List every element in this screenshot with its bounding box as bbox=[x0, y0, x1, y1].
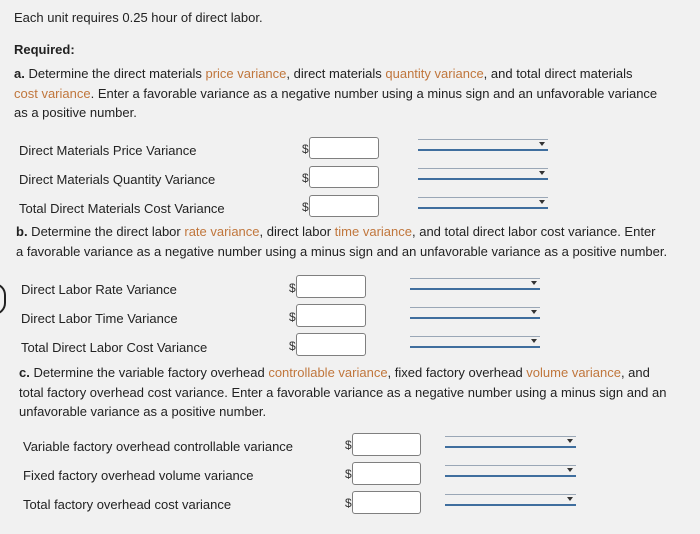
part-a-text: as a positive number. bbox=[14, 105, 137, 120]
part-b-text: , and total direct labor cost variance. Enter bbox=[411, 224, 656, 239]
vfo-controllable-variance-dropdown[interactable] bbox=[445, 436, 576, 448]
dl-rate-variance-label: Direct Labor Rate Variance bbox=[21, 282, 177, 297]
currency-symbol: $ bbox=[302, 142, 309, 156]
dm-price-variance-dropdown[interactable] bbox=[418, 139, 548, 151]
scroll-bracket-marker bbox=[0, 283, 6, 315]
dm-total-cost-variance-label: Total Direct Materials Cost Variance bbox=[19, 201, 225, 216]
part-a-instructions bbox=[14, 64, 690, 123]
ffo-volume-variance-dropdown[interactable] bbox=[445, 465, 576, 477]
dm-quantity-variance-input[interactable] bbox=[309, 166, 379, 188]
part-c-instructions bbox=[19, 363, 695, 422]
part-c-text: , and bbox=[620, 365, 650, 380]
part-b-marker: b. bbox=[16, 224, 28, 239]
rate-variance-link[interactable]: rate variance bbox=[184, 224, 260, 239]
part-c-text: , fixed factory overhead bbox=[387, 365, 527, 380]
dl-total-cost-variance-dropdown[interactable] bbox=[410, 336, 540, 348]
controllable-variance-link[interactable]: controllable variance bbox=[268, 365, 388, 380]
part-a-text: Determine the direct materials bbox=[24, 66, 206, 81]
chevron-down-icon bbox=[567, 439, 573, 443]
part-a-text: . Enter a favorable variance as a negative number using a minus sign and an unfavorable variance bbox=[90, 85, 658, 101]
chevron-down-icon bbox=[539, 200, 545, 204]
tfo-cost-variance-label: Total factory overhead cost variance bbox=[23, 497, 232, 512]
dm-quantity-variance-label: Direct Materials Quantity Variance bbox=[19, 172, 216, 187]
chevron-down-icon bbox=[531, 339, 537, 343]
dm-total-cost-variance-dropdown[interactable] bbox=[418, 197, 548, 209]
part-b-text: , direct labor bbox=[259, 224, 335, 239]
tfo-cost-variance-dropdown[interactable] bbox=[445, 494, 576, 506]
dm-price-variance-label: Direct Materials Price Variance bbox=[19, 143, 197, 158]
chevron-down-icon bbox=[567, 468, 573, 472]
part-b-text: Determine the direct labor bbox=[27, 224, 185, 239]
chevron-down-icon bbox=[531, 310, 537, 314]
dl-total-cost-variance-input[interactable] bbox=[296, 333, 366, 356]
required-heading: Required: bbox=[14, 42, 75, 57]
chevron-down-icon bbox=[531, 281, 537, 285]
dl-time-variance-input[interactable] bbox=[296, 304, 366, 327]
quantity-variance-link[interactable]: quantity variance bbox=[385, 66, 484, 81]
ffo-volume-variance-input[interactable] bbox=[352, 462, 421, 485]
part-c-marker: c. bbox=[19, 365, 30, 380]
part-c-text: total factory overhead cost variance. Enter a favorable variance as a negative number using a minus sign and an bbox=[19, 384, 667, 400]
chevron-down-icon bbox=[539, 171, 545, 175]
chevron-down-icon bbox=[539, 142, 545, 146]
price-variance-link[interactable]: price variance bbox=[205, 66, 287, 81]
dm-price-variance-input[interactable] bbox=[309, 137, 379, 159]
currency-symbol: $ bbox=[289, 281, 296, 295]
vfo-controllable-variance-input[interactable] bbox=[352, 433, 421, 456]
currency-symbol: $ bbox=[289, 310, 296, 324]
currency-symbol: $ bbox=[345, 496, 352, 510]
part-c-text: Determine the variable factory overhead bbox=[29, 365, 269, 380]
currency-symbol: $ bbox=[345, 467, 352, 481]
intro-text: Each unit requires 0.25 hour of direct labor. bbox=[14, 10, 263, 25]
chevron-down-icon bbox=[567, 497, 573, 501]
currency-symbol: $ bbox=[302, 200, 309, 214]
part-a-text: , direct materials bbox=[286, 66, 386, 81]
part-a-text: , and total direct materials bbox=[483, 66, 633, 81]
part-c-text: unfavorable variance as a positive number. bbox=[19, 404, 267, 419]
vfo-controllable-variance-label: Variable factory overhead controllable variance bbox=[23, 439, 294, 454]
dl-time-variance-dropdown[interactable] bbox=[410, 307, 540, 319]
part-a-marker: a. bbox=[14, 66, 25, 81]
time-variance-link[interactable]: time variance bbox=[334, 224, 412, 239]
dm-quantity-variance-dropdown[interactable] bbox=[418, 168, 548, 180]
cost-variance-link[interactable]: cost variance bbox=[14, 85, 91, 101]
dl-rate-variance-dropdown[interactable] bbox=[410, 278, 540, 290]
ffo-volume-variance-label: Fixed factory overhead volume variance bbox=[23, 468, 254, 483]
volume-variance-link[interactable]: volume variance bbox=[526, 365, 621, 380]
part-b-text: a favorable variance as a negative number using a minus sign and an unfavorable variance as a positive number. bbox=[16, 243, 668, 259]
dl-time-variance-label: Direct Labor Time Variance bbox=[21, 311, 178, 326]
dl-rate-variance-input[interactable] bbox=[296, 275, 366, 298]
dm-total-cost-variance-input[interactable] bbox=[309, 195, 379, 217]
part-b-instructions bbox=[16, 222, 692, 261]
tfo-cost-variance-input[interactable] bbox=[352, 491, 421, 514]
currency-symbol: $ bbox=[302, 171, 309, 185]
dl-total-cost-variance-label: Total Direct Labor Cost Variance bbox=[21, 340, 208, 355]
currency-symbol: $ bbox=[289, 339, 296, 353]
currency-symbol: $ bbox=[345, 438, 352, 452]
